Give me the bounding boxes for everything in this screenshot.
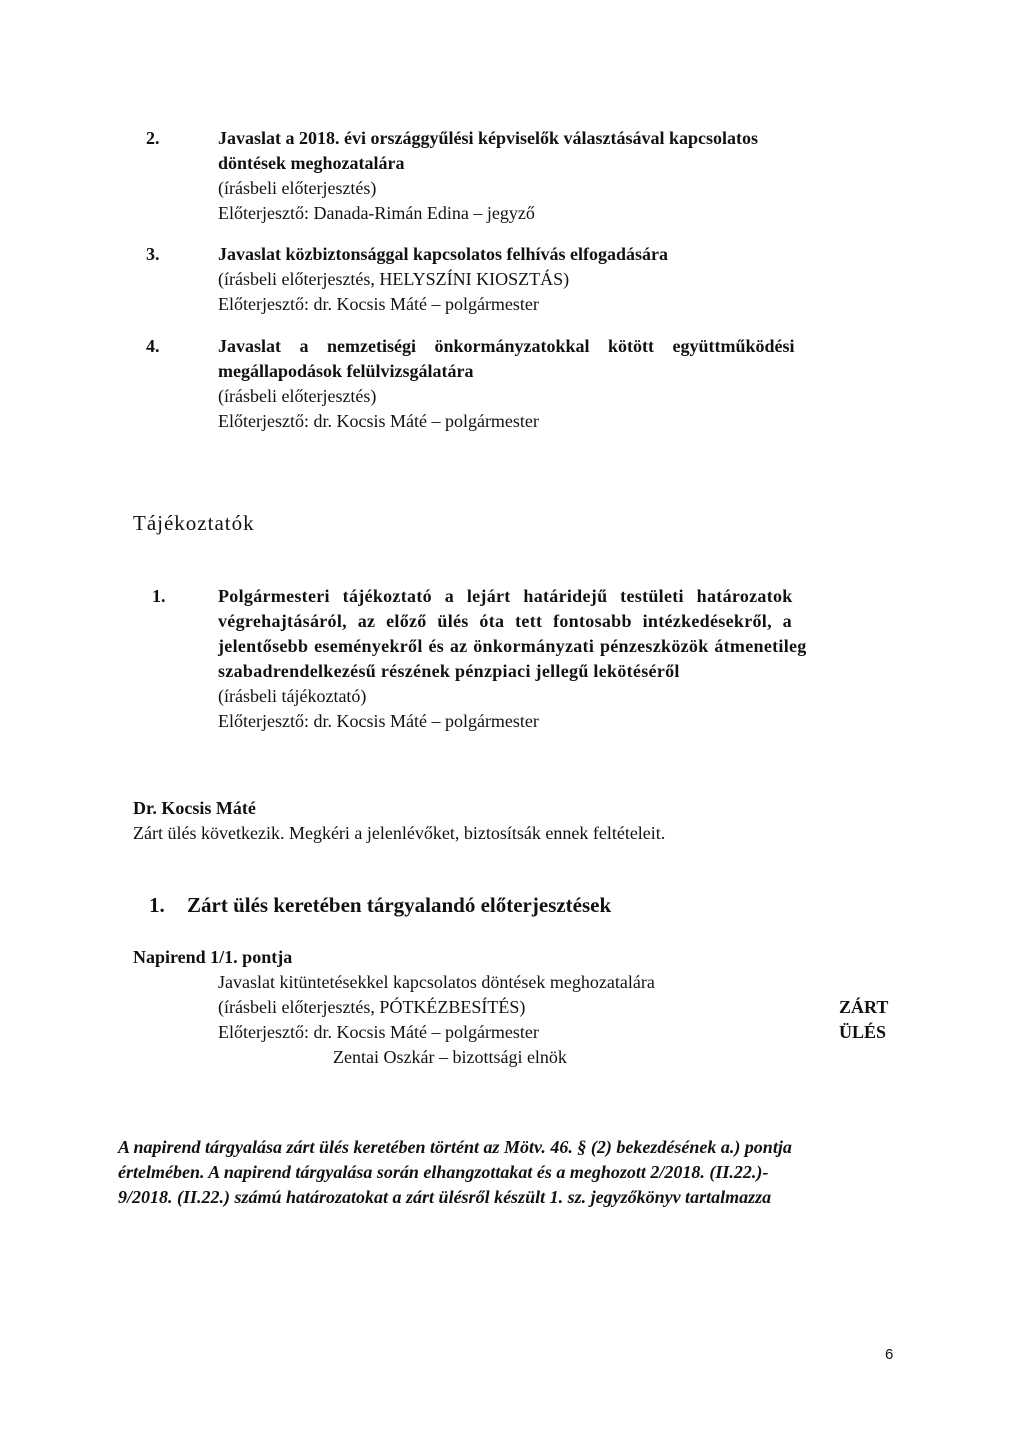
item-type: (írásbeli előterjesztés, HELYSZÍNI KIOSZTÁS)	[218, 269, 570, 289]
closed-session-heading	[149, 893, 611, 918]
item-presenter: Előterjesztő: dr. Kocsis Máté – polgármester	[218, 411, 539, 431]
agenda-type: (írásbeli előterjesztés, PÓTKÉZBESÍTÉS)	[218, 997, 526, 1017]
item-title-line: megállapodások felülvizsgálatára	[218, 361, 474, 381]
item-number: 3.	[146, 244, 160, 264]
item-title-line: végrehajtásáról, az előző ülés óta tett fontosabb intézkedésekről, a	[218, 611, 792, 631]
section-heading-tajekoztatok: Tájékoztatók	[133, 511, 255, 535]
note-line: értelmében. A napirend tárgyalása során elhangzottakat és a meghozott 2/2018. (II.22.)-	[118, 1162, 769, 1182]
agenda-co-presenter: Zentai Oszkár – bizottsági elnök	[333, 1047, 567, 1067]
item-body	[218, 584, 872, 734]
note-line: 9/2018. (II.22.) számú határozatokat a zárt ülésről készült 1. sz. jegyzőkönyv tartalmazza	[118, 1187, 772, 1207]
speaker-text: Zárt ülés következik. Megkéri a jelenlévőket, biztosítsák ennek feltételeit.	[133, 823, 666, 843]
item-number: 2.	[146, 128, 160, 148]
item-body	[218, 334, 870, 434]
page-number: 6	[885, 1346, 894, 1363]
item-type: (írásbeli előterjesztés)	[218, 178, 377, 198]
note-line: A napirend tárgyalása zárt ülés keretében történt az Mötv. 46. § (2) bekezdésének a.) pontja	[118, 1137, 792, 1157]
item-title-line: Javaslat közbiztonsággal kapcsolatos felhívás elfogadására	[218, 244, 669, 264]
item-body	[218, 242, 870, 317]
speaker-block	[133, 796, 893, 846]
item-type: (írásbeli tájékoztató)	[218, 686, 367, 706]
closed-session-badge: ZÁRT ÜLÉS	[839, 997, 889, 1042]
item-title-line: szabadrendelkezésű részének pénzpiaci jellegű lekötéséről	[218, 661, 680, 681]
item-title-line: döntések meghozatalára	[218, 153, 405, 173]
agenda-point-1-1	[133, 945, 893, 1070]
agenda-title: Javaslat kitüntetésekkel kapcsolatos döntések meghozatalára	[218, 972, 655, 992]
item-body	[218, 126, 870, 226]
item-title-line: Javaslat a nemzetiségi önkormányzatokkal kötött együttműködési	[218, 336, 795, 356]
item-title-line: Polgármesteri tájékoztató a lejárt határidejű testületi határozatok	[218, 586, 793, 606]
agenda-label: Napirend 1/1. pontja	[133, 947, 293, 967]
item-presenter: Előterjesztő: dr. Kocsis Máté – polgármester	[218, 711, 539, 731]
item-number: 1.	[152, 586, 166, 606]
speaker-name: Dr. Kocsis Máté	[133, 798, 256, 818]
agenda-presenter: Előterjesztő: dr. Kocsis Máté – polgármester	[218, 1022, 539, 1042]
closed-session-title: Zárt ülés keretében tárgyalandó előterjesztések	[187, 893, 612, 917]
closed-session-note	[118, 1135, 898, 1210]
closed-session-number: 1.	[149, 893, 165, 917]
item-title-line: jelentősebb eseményekről és az önkormányzati pénzeszközök átmenetileg	[218, 636, 807, 656]
item-title-line: Javaslat a 2018. évi országgyűlési képviselők választásával kapcsolatos	[218, 128, 759, 148]
item-presenter: Előterjesztő: dr. Kocsis Máté – polgármester	[218, 294, 539, 314]
item-number: 4.	[146, 336, 160, 356]
item-presenter: Előterjesztő: Danada-Rimán Edina – jegyző	[218, 203, 535, 223]
item-type: (írásbeli előterjesztés)	[218, 386, 377, 406]
